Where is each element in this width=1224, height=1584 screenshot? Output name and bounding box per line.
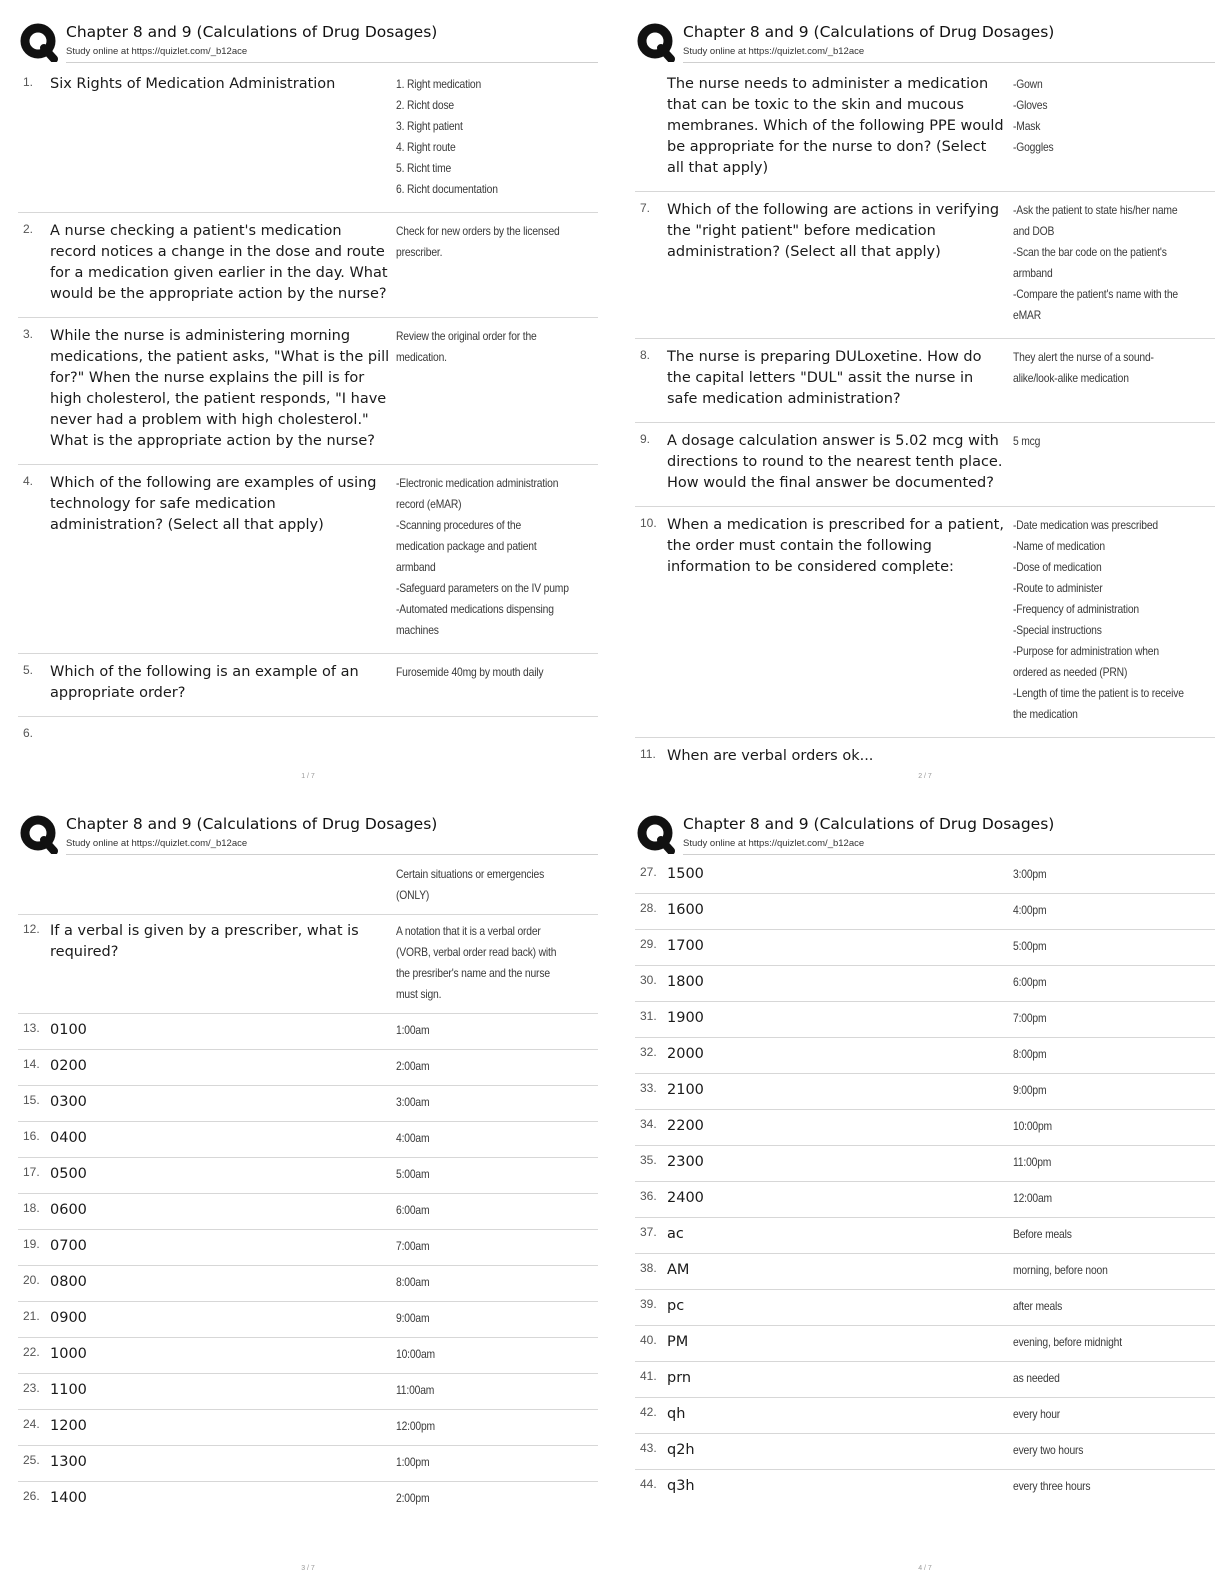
term-row	[18, 1446, 598, 1482]
term-question: A dosage calculation answer is 5.02 mcg with directions to round to the nearest tenth place. How would the final answer be documented?	[667, 433, 1003, 491]
term-number: 18.	[23, 1201, 40, 1215]
term-question: 1600	[667, 902, 704, 918]
term-definition	[1013, 746, 1187, 767]
definition-line: 5. Richt time	[396, 161, 452, 175]
definition-line: 2:00am	[396, 1059, 430, 1073]
definition-line: 2:00pm	[396, 1491, 430, 1505]
term-definition	[1013, 200, 1187, 326]
term-number: 22.	[23, 1345, 40, 1359]
term-row	[18, 318, 598, 465]
term-definition	[396, 662, 570, 704]
definition-line: 5:00am	[396, 1167, 430, 1181]
definition-line: -Length of time the patient is to receive the medication	[1013, 686, 1184, 721]
term-definition	[1013, 515, 1187, 725]
term-question: 1000	[50, 1346, 87, 1362]
definition-line: 10:00am	[396, 1347, 435, 1361]
term-question: A nurse checking a patient's medication record notices a change in the dose and route for a medication given earlier in the day. What would be the appropriate action by the nurse?	[50, 223, 388, 302]
term-row	[18, 1266, 598, 1302]
term-row	[635, 1074, 1215, 1110]
definition-line: 6:00pm	[1013, 975, 1047, 989]
definition-line: 10:00pm	[1013, 1119, 1052, 1133]
term-row	[635, 1146, 1215, 1182]
term-definition	[1013, 1224, 1187, 1245]
term-number: 40.	[640, 1333, 657, 1347]
term-number: 23.	[23, 1381, 40, 1395]
term-row	[18, 213, 598, 318]
term-row	[635, 1290, 1215, 1326]
term-number: 14.	[23, 1057, 40, 1071]
term-definition	[1013, 1476, 1187, 1497]
term-definition	[1013, 864, 1187, 885]
term-definition	[396, 1020, 570, 1041]
page-number: 4 / 7	[918, 1565, 932, 1572]
term-row	[18, 1374, 598, 1410]
definition-line: -Frequency of administration	[1013, 602, 1139, 616]
term-question: The nurse is preparing DULoxetine. How do the capital letters "DUL" assit the nurse in safe medication administration?	[667, 349, 982, 407]
term-definition	[396, 1128, 570, 1149]
term-row	[635, 339, 1215, 423]
term-definition	[1013, 972, 1187, 993]
term-list	[18, 858, 598, 1517]
term-number: 24.	[23, 1417, 40, 1431]
term-question: 0500	[50, 1166, 87, 1182]
term-question: 1200	[50, 1418, 87, 1434]
term-number: 11.	[640, 747, 656, 761]
term-row	[18, 465, 598, 654]
term-question: Which of the following are examples of using technology for safe medication administration? (Select all that apply)	[50, 475, 377, 533]
term-row	[635, 858, 1215, 894]
definition-line: 1:00pm	[396, 1455, 430, 1469]
term-definition	[396, 221, 570, 305]
term-definition	[1013, 74, 1187, 179]
page-number: 3 / 7	[301, 1565, 315, 1572]
term-number: 29.	[640, 937, 657, 951]
term-number: 17.	[23, 1165, 40, 1179]
term-number: 2.	[23, 222, 34, 236]
term-question: PM	[667, 1334, 689, 1350]
term-definition	[396, 1056, 570, 1077]
term-question: 0200	[50, 1058, 87, 1074]
definition-line: -Mask	[1013, 119, 1041, 133]
term-definition	[1013, 1368, 1187, 1389]
term-question: 0700	[50, 1238, 87, 1254]
definition-line: every three hours	[1013, 1479, 1091, 1493]
definition-line: -Gloves	[1013, 98, 1048, 112]
definition-line: evening, before midnight	[1013, 1335, 1122, 1349]
header-divider	[66, 62, 598, 63]
flashcard-page-2	[635, 18, 1215, 788]
term-definition	[1013, 1116, 1187, 1137]
definition-line: 6. Richt documentation	[396, 182, 498, 196]
page-number: 2 / 7	[918, 773, 932, 780]
term-row	[635, 507, 1215, 738]
term-definition	[1013, 1044, 1187, 1065]
term-row	[18, 915, 598, 1014]
term-definition	[396, 1380, 570, 1401]
term-question: 0300	[50, 1094, 87, 1110]
term-number: 35.	[640, 1153, 657, 1167]
term-row	[635, 66, 1215, 192]
header-divider	[66, 854, 598, 855]
term-row	[18, 1086, 598, 1122]
term-row	[635, 1326, 1215, 1362]
term-row	[635, 1362, 1215, 1398]
term-list	[635, 66, 1215, 779]
quizlet-logo-icon	[635, 22, 675, 62]
term-question: qh	[667, 1406, 686, 1422]
term-question: 1700	[667, 938, 704, 954]
term-number: 20.	[23, 1273, 40, 1287]
term-definition	[396, 1092, 570, 1113]
term-number: 41.	[640, 1369, 657, 1383]
term-definition	[1013, 936, 1187, 957]
term-list	[635, 858, 1215, 1505]
term-row	[18, 66, 598, 213]
term-question: pc	[667, 1298, 685, 1314]
term-row	[18, 654, 598, 717]
definition-line: Furosemide 40mg by mouth daily	[396, 665, 544, 679]
term-row	[18, 858, 598, 915]
definition-line: every hour	[1013, 1407, 1061, 1421]
term-question: q3h	[667, 1478, 695, 1494]
term-number: 7.	[640, 201, 651, 215]
term-definition	[396, 1488, 570, 1509]
term-row	[635, 1038, 1215, 1074]
term-number: 34.	[640, 1117, 657, 1131]
quizlet-logo-icon	[18, 22, 58, 62]
term-number	[18, 864, 50, 906]
term-row	[635, 423, 1215, 507]
definition-line: as needed	[1013, 1371, 1060, 1385]
term-definition	[1013, 1080, 1187, 1101]
term-number: 30.	[640, 973, 657, 987]
term-row	[18, 1482, 598, 1517]
term-number: 4.	[23, 474, 34, 488]
definition-line: -Automated medications dispensing machines	[396, 602, 554, 637]
definition-line: -Goggles	[1013, 140, 1054, 154]
term-number: 1.	[23, 75, 34, 89]
definition-line: 5:00pm	[1013, 939, 1047, 953]
page-title: Chapter 8 and 9 (Calculations of Drug Dosages)	[683, 815, 1055, 833]
term-row	[18, 1194, 598, 1230]
term-question: 1800	[667, 974, 704, 990]
term-number: 31.	[640, 1009, 657, 1023]
flashcard-page-1	[18, 18, 598, 788]
term-number: 21.	[23, 1309, 40, 1323]
term-row	[635, 192, 1215, 339]
definition-line: 7:00pm	[1013, 1011, 1047, 1025]
definition-line: -Safeguard parameters on the IV pump	[396, 581, 569, 595]
term-question: 0900	[50, 1310, 87, 1326]
term-definition	[396, 1344, 570, 1365]
page-title: Chapter 8 and 9 (Calculations of Drug Dosages)	[66, 23, 438, 41]
term-row	[18, 1158, 598, 1194]
term-question: Which of the following are actions in verifying the "right patient" before medication administration? (Select all that apply)	[667, 202, 1000, 260]
term-definition	[396, 1416, 570, 1437]
term-question: The nurse needs to administer a medication that can be toxic to the skin and mucous membranes. Which of the following PPE would be appropriate for the nurse to don? (Select all that apply)	[667, 76, 1004, 176]
term-question: 1400	[50, 1490, 87, 1506]
term-number: 27.	[640, 865, 657, 879]
definition-line: 7:00am	[396, 1239, 430, 1253]
term-question: 2200	[667, 1118, 704, 1134]
definition-line: Check for new orders by the licensed prescriber.	[396, 224, 560, 259]
term-definition	[396, 326, 570, 452]
term-question: 1500	[667, 866, 704, 882]
definition-line: morning, before noon	[1013, 1263, 1108, 1277]
term-row	[635, 1110, 1215, 1146]
term-question: 1300	[50, 1454, 87, 1470]
term-number: 39.	[640, 1297, 657, 1311]
term-question: 1900	[667, 1010, 704, 1026]
term-row	[18, 1302, 598, 1338]
term-question: 2300	[667, 1154, 704, 1170]
term-question: ac	[667, 1226, 684, 1242]
term-number: 10.	[640, 516, 657, 530]
definition-line: 9:00am	[396, 1311, 430, 1325]
term-row	[18, 1122, 598, 1158]
definition-line: 2. Richt dose	[396, 98, 454, 112]
term-row	[635, 966, 1215, 1002]
term-row	[635, 1182, 1215, 1218]
term-definition	[1013, 1260, 1187, 1281]
term-number: 16.	[23, 1129, 40, 1143]
term-number: 19.	[23, 1237, 40, 1251]
term-number: 43.	[640, 1441, 657, 1455]
term-number: 5.	[23, 663, 34, 677]
definition-line: 9:00pm	[1013, 1083, 1047, 1097]
study-online-link[interactable]: Study online at https://quizlet.com/_b12ace	[683, 46, 865, 57]
definition-line: They alert the nurse of a sound-alike/look-alike medication	[1013, 350, 1154, 385]
term-definition	[396, 1164, 570, 1185]
definition-line: -Scanning procedures of the medication package and patient armband	[396, 518, 537, 574]
definition-line: 4:00pm	[1013, 903, 1047, 917]
term-definition	[396, 74, 570, 200]
study-online-link[interactable]: Study online at https://quizlet.com/_b12ace	[66, 46, 248, 57]
term-definition	[396, 725, 570, 740]
term-row	[635, 1218, 1215, 1254]
definition-line: -Scan the bar code on the patient's armband	[1013, 245, 1167, 280]
term-row	[635, 894, 1215, 930]
definition-line: -Dose of medication	[1013, 560, 1102, 574]
term-question: AM	[667, 1262, 690, 1278]
term-row	[635, 1254, 1215, 1290]
term-definition	[1013, 900, 1187, 921]
term-question	[50, 864, 396, 906]
term-question: If a verbal is given by a prescriber, what is required?	[50, 923, 359, 960]
term-number: 36.	[640, 1189, 657, 1203]
page-title: Chapter 8 and 9 (Calculations of Drug Dosages)	[683, 23, 1055, 41]
definition-line: Review the original order for the medication.	[396, 329, 537, 364]
term-row	[18, 1338, 598, 1374]
term-question: 0100	[50, 1022, 87, 1038]
term-definition	[396, 1272, 570, 1293]
flashcard-page-3	[18, 810, 598, 1580]
term-row	[635, 930, 1215, 966]
term-definition	[1013, 1296, 1187, 1317]
definition-line: -Ask the patient to state his/her name and DOB	[1013, 203, 1178, 238]
study-online-link[interactable]: Study online at https://quizlet.com/_b12ace	[66, 838, 248, 849]
term-row	[635, 1434, 1215, 1470]
term-definition	[396, 473, 570, 641]
term-question: Six Rights of Medication Administration	[50, 76, 336, 92]
page-number: 1 / 7	[301, 773, 315, 780]
term-question: 2100	[667, 1082, 704, 1098]
term-question: Which of the following is an example of an appropriate order?	[50, 664, 359, 701]
definition-line: 3:00pm	[1013, 867, 1047, 881]
term-definition	[396, 1200, 570, 1221]
term-definition	[1013, 1008, 1187, 1029]
definition-line: 11:00pm	[1013, 1155, 1052, 1169]
term-number: 26.	[23, 1489, 40, 1503]
term-number: 13.	[23, 1021, 40, 1035]
term-row	[18, 1230, 598, 1266]
page-title: Chapter 8 and 9 (Calculations of Drug Dosages)	[66, 815, 438, 833]
term-number: 32.	[640, 1045, 657, 1059]
definition-line: -Special instructions	[1013, 623, 1102, 637]
term-number: 12.	[23, 922, 40, 936]
definition-line: -Name of medication	[1013, 539, 1105, 553]
term-number: 8.	[640, 348, 651, 362]
term-row	[635, 1470, 1215, 1505]
term-question: When are verbal orders ok...	[667, 748, 874, 764]
term-number: 3.	[23, 327, 34, 341]
term-definition	[1013, 1440, 1187, 1461]
term-definition	[1013, 1332, 1187, 1353]
definition-line: A notation that it is a verbal order (VORB, verbal order read back) with the presriber's name and the nurse must sign.	[396, 924, 557, 1001]
header-divider	[683, 62, 1215, 63]
definition-line: -Electronic medication administration record (eMAR)	[396, 476, 559, 511]
page-header	[18, 810, 598, 858]
definition-line: 12:00pm	[396, 1419, 435, 1433]
term-row	[635, 1002, 1215, 1038]
definition-line: 8:00am	[396, 1275, 430, 1289]
definition-line: Certain situations or emergencies (ONLY)	[396, 867, 545, 902]
definition-line: 12:00am	[1013, 1191, 1052, 1205]
definition-line: Before meals	[1013, 1227, 1072, 1241]
definition-line: -Route to administer	[1013, 581, 1103, 595]
definition-line: 8:00pm	[1013, 1047, 1047, 1061]
definition-line: 4. Right route	[396, 140, 456, 154]
term-row	[18, 717, 598, 752]
quizlet-logo-icon	[18, 814, 58, 854]
term-question: prn	[667, 1370, 692, 1386]
definition-line: -Gown	[1013, 77, 1043, 91]
term-question: 0800	[50, 1274, 87, 1290]
term-number: 25.	[23, 1453, 40, 1467]
term-question: While the nurse is administering morning medications, the patient asks, "What is the pill for?" When the nurse explains the pill is for high cholesterol, the patient responds, "I have never had a problem with high cholesterol." What is the appropriate action by the nurse?	[50, 328, 390, 449]
term-number	[635, 74, 667, 179]
definition-line: after meals	[1013, 1299, 1063, 1313]
definition-line: 4:00am	[396, 1131, 430, 1145]
term-row	[18, 1014, 598, 1050]
definition-line: every two hours	[1013, 1443, 1084, 1457]
term-definition	[396, 1452, 570, 1473]
term-definition	[1013, 1152, 1187, 1173]
page-header	[635, 18, 1215, 66]
term-row	[635, 1398, 1215, 1434]
term-question: 2400	[667, 1190, 704, 1206]
term-question: When a medication is prescribed for a patient, the order must contain the following information to be considered complete:	[667, 517, 1004, 575]
term-number: 28.	[640, 901, 657, 915]
term-question	[50, 725, 396, 740]
term-number: 38.	[640, 1261, 657, 1275]
term-definition	[396, 921, 570, 1005]
definition-line: 3. Right patient	[396, 119, 463, 133]
definition-line: 1. Right medication	[396, 77, 482, 91]
header-divider	[683, 854, 1215, 855]
term-definition	[396, 1236, 570, 1257]
definition-line: 5 mcg	[1013, 434, 1041, 448]
term-number: 42.	[640, 1405, 657, 1419]
term-question: 2000	[667, 1046, 704, 1062]
flashcard-page-4	[635, 810, 1215, 1580]
term-definition	[1013, 431, 1187, 494]
term-number: 9.	[640, 432, 651, 446]
definition-line: 3:00am	[396, 1095, 430, 1109]
definition-line: -Date medication was prescribed	[1013, 518, 1158, 532]
term-question: 1100	[50, 1382, 87, 1398]
term-row	[18, 1410, 598, 1446]
term-row	[18, 1050, 598, 1086]
term-definition	[1013, 347, 1187, 410]
term-number: 15.	[23, 1093, 40, 1107]
term-definition	[1013, 1404, 1187, 1425]
definition-line: 1:00am	[396, 1023, 430, 1037]
term-number: 33.	[640, 1081, 657, 1095]
term-question: q2h	[667, 1442, 695, 1458]
definition-line: 11:00am	[396, 1383, 435, 1397]
term-question: 0400	[50, 1130, 87, 1146]
definition-line: -Purpose for administration when ordered as needed (PRN)	[1013, 644, 1159, 679]
term-number: 37.	[640, 1225, 657, 1239]
study-online-link[interactable]: Study online at https://quizlet.com/_b12ace	[683, 838, 865, 849]
term-number: 44.	[640, 1477, 657, 1491]
definition-line: -Compare the patient's name with the eMAR	[1013, 287, 1179, 322]
page-header	[18, 18, 598, 66]
page-header	[635, 810, 1215, 858]
term-question: 0600	[50, 1202, 87, 1218]
term-list	[18, 66, 598, 752]
quizlet-logo-icon	[635, 814, 675, 854]
term-definition	[396, 1308, 570, 1329]
term-definition	[1013, 1188, 1187, 1209]
definition-line: 6:00am	[396, 1203, 430, 1217]
term-number: 6.	[23, 726, 34, 740]
term-definition	[396, 864, 570, 906]
